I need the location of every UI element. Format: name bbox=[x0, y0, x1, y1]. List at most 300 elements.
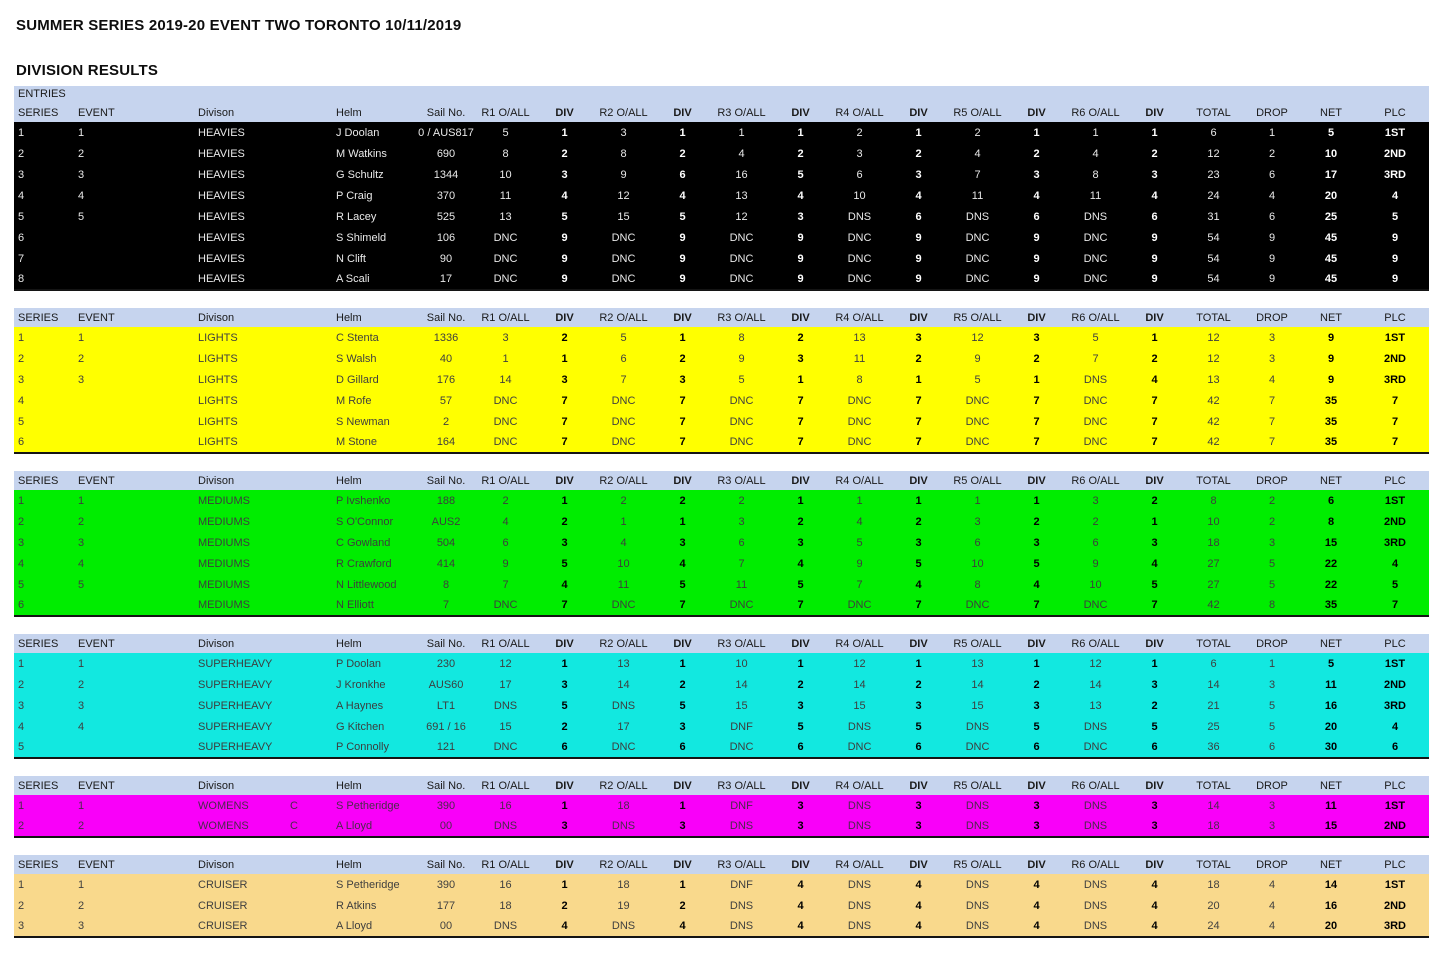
table-cell: 3 bbox=[18, 920, 25, 932]
table-cell: 2 bbox=[679, 899, 686, 912]
table-cell: 14 bbox=[499, 373, 512, 386]
table-cell: 4 bbox=[18, 189, 25, 202]
table-cell: 3RD bbox=[1383, 373, 1406, 386]
column-header: R6 O/ALL bbox=[1066, 634, 1125, 653]
division-name: WOMENS bbox=[198, 799, 249, 812]
table-cell: 19 bbox=[617, 899, 630, 912]
table-cell: 2 bbox=[797, 678, 804, 691]
table-cell: DNC bbox=[611, 394, 636, 407]
table-cell: 7 bbox=[1151, 415, 1158, 428]
table-cell: 1 bbox=[1033, 373, 1040, 386]
table-cell: 8 bbox=[738, 331, 745, 344]
column-header: DIV bbox=[1125, 308, 1184, 327]
table-cell: SUPERHEAVY bbox=[198, 699, 273, 712]
table-cell: 4 bbox=[561, 920, 568, 932]
table-cell: 1 bbox=[915, 126, 922, 139]
column-header: R4 O/ALL bbox=[830, 776, 889, 795]
table-cell: 3 bbox=[78, 699, 85, 712]
table-cell: DNS bbox=[847, 210, 872, 223]
table-cell: DNS bbox=[729, 899, 754, 912]
table-cell: CRUISER bbox=[198, 920, 248, 932]
column-header: PLC bbox=[1361, 776, 1429, 795]
table-cell: 3RD bbox=[1383, 168, 1406, 181]
table-cell: DNC bbox=[847, 273, 872, 285]
table-cell: 2 bbox=[1151, 494, 1158, 507]
table-cell: DNC bbox=[965, 415, 990, 428]
table-cell: 2 bbox=[1092, 515, 1099, 528]
table-cell: DNC bbox=[611, 273, 636, 285]
table-cell: M Rofe bbox=[336, 394, 372, 407]
table-cell: 5 bbox=[561, 210, 568, 223]
table-cell: 7 bbox=[561, 394, 568, 407]
table-cell: 414 bbox=[436, 557, 456, 570]
table-cell: 4 bbox=[1033, 189, 1040, 202]
table-cell: 5 bbox=[1151, 578, 1158, 591]
table-cell: 3 bbox=[1268, 536, 1276, 549]
table-cell: 7 bbox=[1033, 436, 1040, 448]
column-header: R1 O/ALL bbox=[476, 471, 535, 490]
table-cell: 35 bbox=[1324, 394, 1338, 407]
column-header: R3 O/ALL bbox=[712, 776, 771, 795]
table-cell: DNC bbox=[611, 415, 636, 428]
table-cell: 2ND bbox=[1383, 678, 1406, 691]
table-cell: 6 bbox=[1268, 741, 1276, 753]
table-cell: A Scali bbox=[336, 273, 370, 285]
column-header: Sail No. bbox=[416, 103, 476, 122]
table-cell: 11 bbox=[1089, 189, 1102, 202]
table-cell: 176 bbox=[436, 373, 456, 386]
table-cell: DNS bbox=[847, 720, 872, 733]
table-cell: 3 bbox=[797, 799, 804, 812]
table-cell: 3 bbox=[1033, 820, 1040, 832]
table-cell: 5 bbox=[1268, 720, 1276, 733]
table-cell: 42 bbox=[1207, 394, 1220, 407]
table-cell: 10 bbox=[971, 557, 984, 570]
table-cell: SUPERHEAVY bbox=[198, 741, 273, 753]
table-cell: 1 bbox=[1151, 657, 1158, 670]
column-header: R5 O/ALL bbox=[948, 634, 1007, 653]
table-cell: 12 bbox=[1207, 352, 1220, 365]
column-header: DIV bbox=[1125, 634, 1184, 653]
table-cell: DNC bbox=[611, 741, 636, 753]
table-cell: 8 bbox=[502, 147, 509, 160]
table-cell: 1ST bbox=[1384, 126, 1406, 139]
column-header: DIV bbox=[771, 471, 830, 490]
column-header: DIV bbox=[535, 776, 594, 795]
column-header: Helm bbox=[332, 855, 416, 874]
table-cell bbox=[74, 227, 194, 248]
table-cell: DNS bbox=[1083, 799, 1108, 812]
table-cell: S Newman bbox=[336, 415, 390, 428]
table-cell bbox=[74, 248, 194, 269]
table-cell: 6 bbox=[18, 436, 25, 448]
table-cell: 7 bbox=[1033, 415, 1040, 428]
table-cell: 3 bbox=[679, 820, 686, 832]
table-cell: N Clift bbox=[336, 252, 366, 265]
table-cell: 18 bbox=[1207, 878, 1220, 891]
table-cell: CRUISER bbox=[198, 899, 248, 912]
table-cell: 13 bbox=[853, 331, 866, 344]
column-header: DIV bbox=[653, 634, 712, 653]
column-header: NET bbox=[1301, 103, 1361, 122]
table-cell: DNC bbox=[847, 394, 872, 407]
column-header: PLC bbox=[1361, 471, 1429, 490]
column-header: DROP bbox=[1243, 776, 1301, 795]
table-row bbox=[14, 574, 1429, 595]
table-cell: 7 bbox=[797, 415, 804, 428]
column-header: R1 O/ALL bbox=[476, 308, 535, 327]
table-cell: 5 bbox=[1033, 557, 1040, 570]
header-row bbox=[14, 634, 1429, 653]
table-cell: HEAVIES bbox=[198, 189, 245, 202]
table-cell bbox=[74, 411, 194, 432]
table-row bbox=[14, 674, 1429, 695]
table-cell: 10 bbox=[1089, 578, 1102, 591]
column-header: DIV bbox=[535, 308, 594, 327]
table-cell: S Petheridge bbox=[336, 878, 400, 891]
table-cell: 2 bbox=[1033, 515, 1040, 528]
table-cell: DNC bbox=[965, 436, 990, 448]
table-row bbox=[14, 269, 1429, 290]
column-header: R5 O/ALL bbox=[948, 103, 1007, 122]
table-cell: 35 bbox=[1324, 599, 1338, 611]
table-cell: 3 bbox=[561, 820, 568, 832]
table-cell bbox=[194, 795, 332, 816]
table-cell: 2 bbox=[1033, 352, 1040, 365]
table-cell: 3 bbox=[78, 373, 85, 386]
table-cell: 6 bbox=[502, 536, 509, 549]
table-cell: 27 bbox=[1207, 578, 1220, 591]
table-cell: 4 bbox=[78, 189, 85, 202]
table-cell: 4 bbox=[915, 878, 922, 891]
column-header: DIV bbox=[889, 776, 948, 795]
table-cell: 14 bbox=[853, 678, 866, 691]
table-cell: 6 bbox=[1210, 657, 1217, 670]
table-cell: 6 bbox=[1033, 210, 1040, 223]
table-cell: 7 bbox=[679, 436, 686, 448]
table-cell: 4 bbox=[1151, 373, 1158, 386]
table-cell: 7 bbox=[797, 599, 804, 611]
table-cell: 7 bbox=[1391, 599, 1399, 611]
table-row bbox=[14, 390, 1429, 411]
table-cell: 8 bbox=[974, 578, 981, 591]
table-cell: 20 bbox=[1207, 899, 1220, 912]
table-cell: DNC bbox=[1083, 252, 1108, 265]
table-cell: 2 bbox=[18, 515, 25, 528]
table-cell: DNC bbox=[729, 231, 754, 244]
table-cell: 25 bbox=[1207, 720, 1220, 733]
table-cell: 1 bbox=[561, 494, 568, 507]
table-cell: LIGHTS bbox=[198, 331, 238, 344]
table-cell: 5 bbox=[1033, 720, 1040, 733]
table-cell: 1 bbox=[915, 373, 922, 386]
column-header: Sail No. bbox=[416, 634, 476, 653]
table-cell: 5 bbox=[915, 557, 922, 570]
column-header: R2 O/ALL bbox=[594, 471, 653, 490]
column-header: EVENT bbox=[74, 855, 194, 874]
column-header: DIV bbox=[1007, 471, 1066, 490]
table-cell: 5 bbox=[856, 536, 863, 549]
table-cell: 9 bbox=[797, 252, 804, 265]
table-cell: 10 bbox=[853, 189, 866, 202]
table-cell: 1 bbox=[18, 126, 25, 139]
table-cell: DNC bbox=[1083, 415, 1108, 428]
column-header: R3 O/ALL bbox=[712, 471, 771, 490]
table-cell: 3 bbox=[679, 373, 686, 386]
table-cell: 14 bbox=[617, 678, 630, 691]
table-cell: 9 bbox=[679, 231, 686, 244]
table-cell: 2 bbox=[502, 494, 509, 507]
table-cell: 9 bbox=[915, 252, 922, 265]
column-header: DIV bbox=[535, 103, 594, 122]
table-cell: DNC bbox=[729, 436, 754, 448]
table-cell: 7 bbox=[1268, 394, 1276, 407]
results-table-cruiser bbox=[14, 855, 1429, 938]
column-header: DIV bbox=[771, 776, 830, 795]
table-cell: 6 bbox=[1391, 741, 1399, 753]
table-cell: 3 bbox=[561, 678, 568, 691]
column-header: Helm bbox=[332, 471, 416, 490]
table-cell: 15 bbox=[735, 699, 748, 712]
table-cell: 2 bbox=[442, 415, 450, 428]
table-cell: DNS bbox=[847, 820, 872, 832]
column-header: R6 O/ALL bbox=[1066, 103, 1125, 122]
table-cell: 1 bbox=[679, 878, 686, 891]
table-cell: 9 bbox=[561, 273, 568, 285]
table-cell: 6 bbox=[1327, 494, 1335, 507]
table-cell: DNC bbox=[729, 741, 754, 753]
table-cell: 1 bbox=[1268, 126, 1276, 139]
table-cell: 10 bbox=[617, 557, 630, 570]
table-cell: 3 bbox=[679, 536, 686, 549]
table-cell: MEDIUMS bbox=[198, 515, 250, 528]
table-cell: 2 bbox=[78, 147, 85, 160]
table-cell: 57 bbox=[439, 394, 453, 407]
table-cell: 7 bbox=[1268, 415, 1276, 428]
table-cell: 1 bbox=[18, 657, 25, 670]
table-cell: 8 bbox=[1210, 494, 1217, 507]
table-cell: DNS bbox=[611, 699, 636, 712]
table-cell: 1 bbox=[679, 799, 686, 812]
column-header: R5 O/ALL bbox=[948, 471, 1007, 490]
table-cell: SUPERHEAVY bbox=[198, 657, 273, 670]
column-header: Divison bbox=[194, 855, 332, 874]
table-cell: 3RD bbox=[1383, 699, 1406, 712]
table-cell: 3 bbox=[1033, 799, 1040, 812]
table-cell: 5 bbox=[1391, 578, 1399, 591]
table-cell: DNS bbox=[493, 699, 518, 712]
table-cell: 1 bbox=[18, 878, 25, 891]
results-table-mediums bbox=[14, 471, 1429, 617]
table-cell: 7 bbox=[18, 252, 25, 265]
column-header: Helm bbox=[332, 776, 416, 795]
column-header: R6 O/ALL bbox=[1066, 471, 1125, 490]
table-cell: 20 bbox=[1324, 720, 1338, 733]
table-cell: A Lloyd bbox=[336, 920, 373, 932]
table-cell: 1 bbox=[78, 657, 85, 670]
table-cell: 6 bbox=[1092, 536, 1099, 549]
table-cell: 7 bbox=[1151, 436, 1158, 448]
table-cell: 54 bbox=[1207, 231, 1220, 244]
table-cell: DNC bbox=[847, 741, 872, 753]
column-header: TOTAL bbox=[1184, 634, 1243, 653]
table-cell: P Ivshenko bbox=[336, 494, 391, 507]
table-cell: DNC bbox=[1083, 599, 1108, 611]
table-cell: 3 bbox=[915, 168, 922, 181]
table-cell: 5 bbox=[797, 720, 804, 733]
table-cell: 3RD bbox=[1383, 536, 1406, 549]
table-cell: 20 bbox=[1324, 920, 1338, 932]
table-cell: 4 bbox=[1092, 147, 1099, 160]
column-header: DIV bbox=[771, 308, 830, 327]
column-header: R3 O/ALL bbox=[712, 103, 771, 122]
table-cell: MEDIUMS bbox=[198, 578, 250, 591]
division-name: WOMENS bbox=[198, 820, 249, 832]
table-cell: 2 bbox=[974, 126, 981, 139]
table-cell: 1 bbox=[561, 126, 568, 139]
column-header: DIV bbox=[1125, 776, 1184, 795]
column-header: DROP bbox=[1243, 471, 1301, 490]
table-cell: CRUISER bbox=[198, 878, 248, 891]
table-cell: 6 bbox=[679, 168, 686, 181]
table-cell: SUPERHEAVY bbox=[198, 720, 273, 733]
table-cell: 7 bbox=[797, 436, 804, 448]
table-cell: DNC bbox=[965, 252, 990, 265]
table-cell: 1ST bbox=[1384, 799, 1406, 812]
table-row bbox=[14, 432, 1429, 453]
table-cell: 12 bbox=[1089, 657, 1102, 670]
table-cell: 5 bbox=[1151, 720, 1158, 733]
table-row bbox=[14, 916, 1429, 937]
table-cell: 12 bbox=[853, 657, 866, 670]
table-row bbox=[14, 532, 1429, 553]
table-cell: 9 bbox=[1268, 231, 1276, 244]
table-cell: 12 bbox=[971, 331, 984, 344]
table-row bbox=[14, 595, 1429, 616]
table-cell: 4 bbox=[561, 578, 568, 591]
table-cell: 3RD bbox=[1383, 920, 1406, 932]
table-cell: 4 bbox=[1268, 878, 1276, 891]
table-cell: 9 bbox=[561, 231, 568, 244]
table-cell: HEAVIES bbox=[198, 168, 245, 181]
table-cell: 2ND bbox=[1383, 899, 1406, 912]
table-cell: 4 bbox=[1268, 189, 1276, 202]
table-cell: 1 bbox=[18, 494, 25, 507]
table-cell: 121 bbox=[436, 741, 456, 753]
table-cell: 9 bbox=[1268, 273, 1276, 285]
table-cell: 1 bbox=[679, 331, 686, 344]
table-cell: 9 bbox=[856, 557, 863, 570]
table-cell: 390 bbox=[436, 799, 456, 812]
table-cell: 2 bbox=[679, 147, 686, 160]
table-cell: 2 bbox=[797, 331, 804, 344]
table-cell: 3 bbox=[1151, 678, 1158, 691]
table-cell: DNC bbox=[965, 231, 990, 244]
table-cell: DNS bbox=[1083, 899, 1108, 912]
table-cell: 6 bbox=[1151, 741, 1158, 753]
table-row bbox=[14, 248, 1429, 269]
table-cell: 9 bbox=[1268, 252, 1276, 265]
table-cell: 10 bbox=[735, 657, 748, 670]
column-header: DIV bbox=[889, 634, 948, 653]
table-cell: 2 bbox=[1268, 494, 1276, 507]
table-cell: 5 bbox=[679, 578, 686, 591]
table-cell: 5 bbox=[974, 373, 981, 386]
table-cell: 9 bbox=[915, 273, 922, 285]
table-cell: 2 bbox=[561, 515, 568, 528]
table-cell: 3 bbox=[915, 699, 922, 712]
table-row bbox=[14, 185, 1429, 206]
table-cell: 13 bbox=[1207, 373, 1220, 386]
table-cell: HEAVIES bbox=[198, 252, 245, 265]
table-cell: 7 bbox=[915, 415, 922, 428]
table-cell: 3 bbox=[1151, 536, 1158, 549]
column-header: R2 O/ALL bbox=[594, 855, 653, 874]
table-cell: 1 bbox=[1033, 126, 1040, 139]
column-header: DIV bbox=[653, 855, 712, 874]
table-cell: 3 bbox=[1033, 331, 1040, 344]
column-header: R1 O/ALL bbox=[476, 103, 535, 122]
table-cell: 45 bbox=[1324, 273, 1338, 285]
table-cell: 4 bbox=[1391, 720, 1399, 733]
table-cell: 11 bbox=[499, 189, 512, 202]
table-row bbox=[14, 816, 1429, 837]
table-cell: R Crawford bbox=[336, 557, 392, 570]
table-cell: 2 bbox=[915, 515, 922, 528]
table-cell: 35 bbox=[1324, 415, 1338, 428]
division-class-flag: C bbox=[290, 799, 298, 812]
column-header: TOTAL bbox=[1184, 855, 1243, 874]
column-header: EVENT bbox=[74, 471, 194, 490]
column-header: Sail No. bbox=[416, 308, 476, 327]
column-header: NET bbox=[1301, 308, 1361, 327]
column-header: DROP bbox=[1243, 855, 1301, 874]
table-cell: DNF bbox=[730, 720, 753, 733]
table-cell: 2 bbox=[679, 494, 686, 507]
table-cell: 4 bbox=[915, 578, 922, 591]
table-cell: 1 bbox=[974, 494, 981, 507]
table-cell: 18 bbox=[1207, 536, 1220, 549]
table-cell: 1 bbox=[78, 878, 85, 891]
table-cell: 9 bbox=[797, 273, 804, 285]
table-cell: 8 bbox=[856, 373, 863, 386]
table-cell: P Craig bbox=[336, 189, 373, 202]
table-cell: 1ST bbox=[1384, 878, 1406, 891]
table-cell: 5 bbox=[915, 720, 922, 733]
table-cell: 3 bbox=[1033, 168, 1040, 181]
table-cell: 3 bbox=[915, 536, 922, 549]
table-cell bbox=[74, 390, 194, 411]
table-cell: DNS bbox=[493, 820, 518, 832]
column-header: DIV bbox=[889, 103, 948, 122]
table-cell: 1 bbox=[561, 799, 568, 812]
table-cell: A Haynes bbox=[336, 699, 384, 712]
column-header: NET bbox=[1301, 471, 1361, 490]
table-cell: 9 bbox=[679, 273, 686, 285]
table-cell: 00 bbox=[439, 820, 453, 832]
table-cell: DNC bbox=[847, 231, 872, 244]
entries-label: ENTRIES bbox=[14, 86, 1429, 103]
table-cell: G Kitchen bbox=[336, 720, 385, 733]
table-cell: 9 bbox=[1391, 273, 1399, 285]
table-cell: 18 bbox=[499, 899, 512, 912]
table-cell: 5 bbox=[1327, 657, 1335, 670]
column-header: DIV bbox=[535, 855, 594, 874]
table-cell: 2 bbox=[1151, 352, 1158, 365]
table-cell: 21 bbox=[1207, 699, 1220, 712]
table-cell: 6 bbox=[1033, 741, 1040, 753]
column-header: SERIES bbox=[14, 855, 74, 874]
